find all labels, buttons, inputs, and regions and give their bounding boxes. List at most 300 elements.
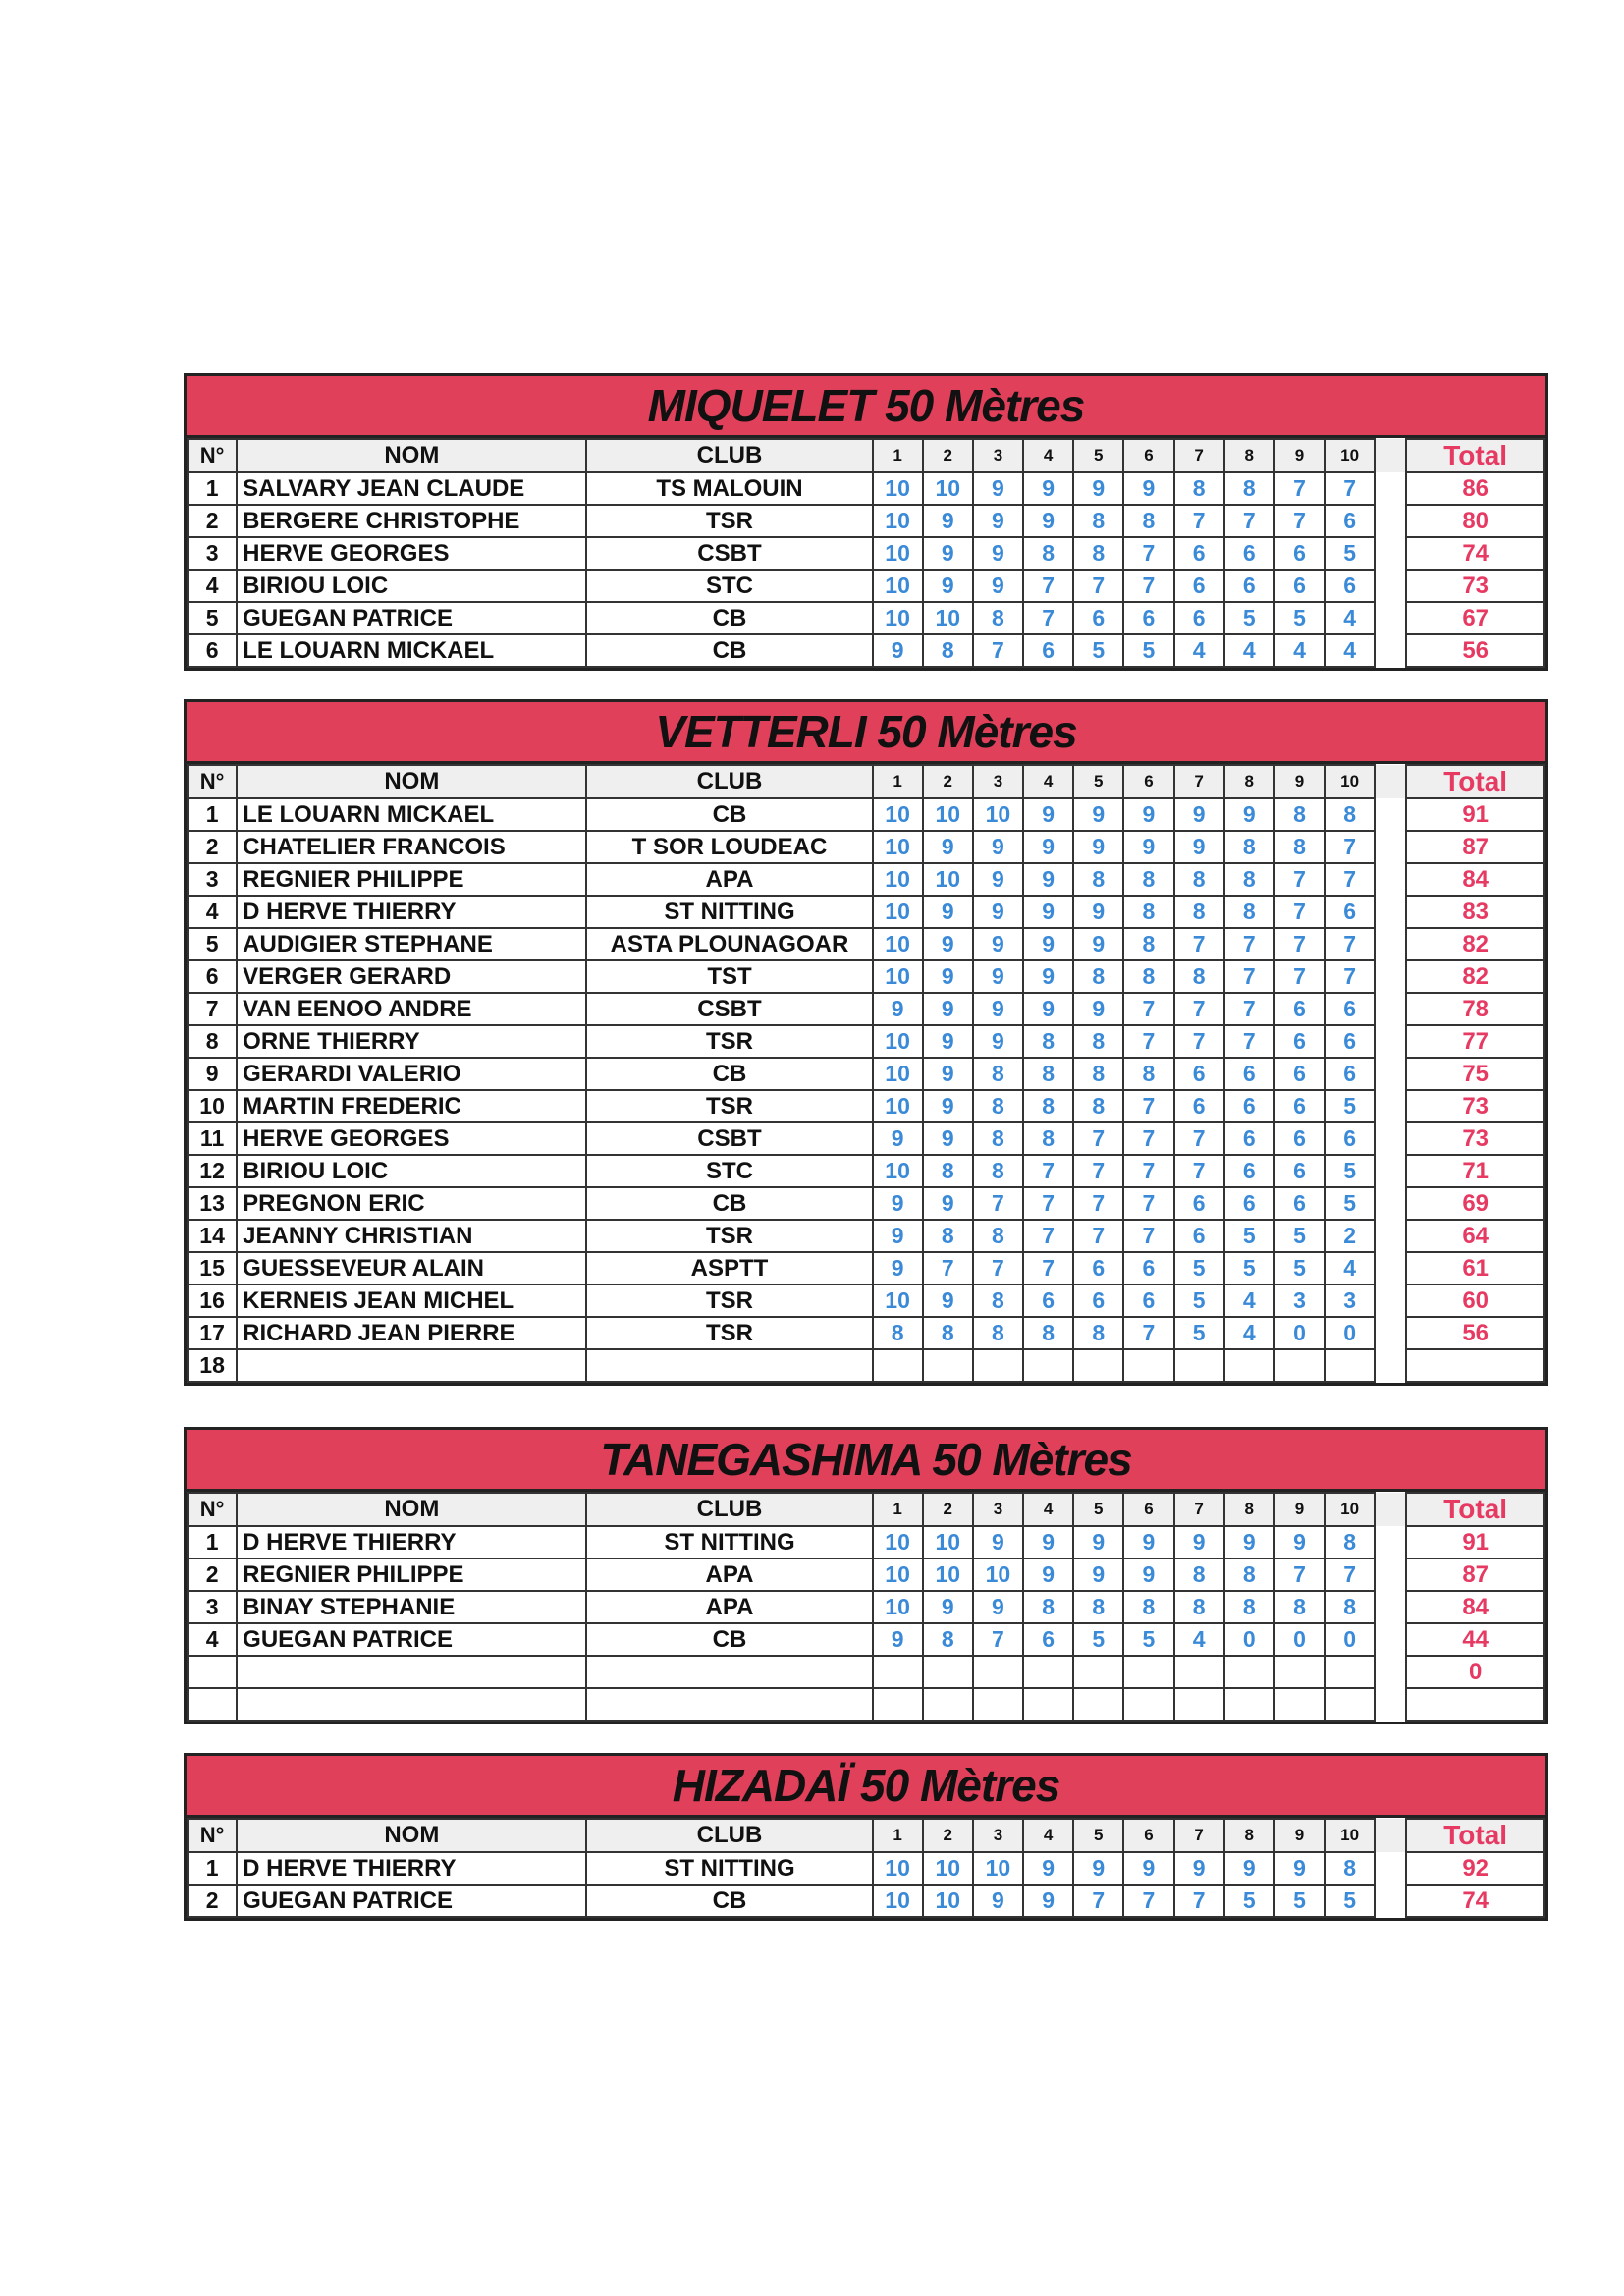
score-cell: 8 (1325, 1591, 1375, 1623)
score-cell: 5 (1224, 1252, 1274, 1285)
score-cell: 9 (1174, 1852, 1224, 1885)
club-cell: CB (586, 1885, 872, 1917)
header-club: CLUB (586, 1493, 872, 1526)
score-cell: 9 (1023, 1852, 1073, 1885)
score-cell: 8 (1023, 1591, 1073, 1623)
total-cell: 78 (1406, 993, 1544, 1025)
club-cell (586, 1349, 872, 1382)
table-row (188, 1025, 1544, 1058)
score-cell: 7 (1123, 1885, 1173, 1917)
score-cell: 9 (873, 1122, 923, 1155)
score-cell: 6 (1325, 505, 1375, 537)
header-row (188, 765, 1544, 798)
score-cell: 7 (973, 1187, 1023, 1220)
header-shot-7: 7 (1174, 765, 1224, 798)
gap-cell (1375, 634, 1406, 667)
gap-cell (1375, 993, 1406, 1025)
score-cell: 10 (873, 602, 923, 634)
name-cell: D HERVE THIERRY (237, 1852, 586, 1885)
total-cell: 77 (1406, 1025, 1544, 1058)
score-cell: 8 (1073, 1090, 1123, 1122)
score-cell: 8 (1123, 960, 1173, 993)
score-cell: 9 (973, 505, 1023, 537)
score-cell (1023, 1656, 1073, 1688)
rank-cell: 16 (188, 1285, 237, 1317)
total-cell: 56 (1406, 634, 1544, 667)
score-cell (1073, 1349, 1123, 1382)
score-cell: 8 (923, 1623, 973, 1656)
club-cell: TSR (586, 1317, 872, 1349)
score-cell: 4 (1325, 634, 1375, 667)
header-shot-1: 1 (873, 439, 923, 472)
gap-cell (1375, 1025, 1406, 1058)
header-gap (1375, 1493, 1406, 1526)
gap-cell (1375, 1526, 1406, 1558)
total-cell: 56 (1406, 1317, 1544, 1349)
rank-cell: 6 (188, 960, 237, 993)
score-cell (973, 1349, 1023, 1382)
header-shot-3: 3 (973, 765, 1023, 798)
header-shot-7: 7 (1174, 1819, 1224, 1852)
name-cell: HERVE GEORGES (237, 537, 586, 570)
score-cell: 8 (1023, 1058, 1073, 1090)
score-cell: 10 (923, 602, 973, 634)
table-row (188, 1122, 1544, 1155)
gap-cell (1375, 1122, 1406, 1155)
score-cell: 10 (873, 1155, 923, 1187)
score-cell: 5 (1274, 1252, 1325, 1285)
header-shot-3: 3 (973, 1819, 1023, 1852)
score-cell: 9 (923, 1058, 973, 1090)
score-cell: 7 (1023, 1252, 1073, 1285)
score-cell: 10 (873, 1852, 923, 1885)
score-cell: 10 (873, 1526, 923, 1558)
total-cell: 61 (1406, 1252, 1544, 1285)
score-cell: 5 (1325, 1090, 1375, 1122)
score-cell: 9 (923, 1025, 973, 1058)
club-cell: ST NITTING (586, 896, 872, 928)
score-cell: 9 (1023, 472, 1073, 505)
rank-cell: 2 (188, 1885, 237, 1917)
gap-cell (1375, 472, 1406, 505)
score-cell: 7 (1274, 863, 1325, 896)
score-cell: 7 (1123, 1122, 1173, 1155)
name-cell: BINAY STEPHANIE (237, 1591, 586, 1623)
header-club: CLUB (586, 439, 872, 472)
score-cell: 7 (1023, 1155, 1073, 1187)
total-cell: 86 (1406, 472, 1544, 505)
score-cell: 9 (973, 1526, 1023, 1558)
header-name: NOM (237, 765, 586, 798)
rank-cell: 1 (188, 798, 237, 831)
score-cell: 4 (1224, 1317, 1274, 1349)
total-cell: 91 (1406, 1526, 1544, 1558)
score-cell: 8 (1174, 1591, 1224, 1623)
score-cell: 2 (1325, 1220, 1375, 1252)
header-shot-10: 10 (1325, 1493, 1375, 1526)
total-cell: 60 (1406, 1285, 1544, 1317)
score-cell: 9 (923, 960, 973, 993)
table-row (188, 1623, 1544, 1656)
score-cell: 7 (1073, 1155, 1123, 1187)
score-cell: 7 (1123, 1025, 1173, 1058)
total-cell: 73 (1406, 1122, 1544, 1155)
header-shot-8: 8 (1224, 1493, 1274, 1526)
name-cell: SALVARY JEAN CLAUDE (237, 472, 586, 505)
header-shot-5: 5 (1073, 1493, 1123, 1526)
score-cell: 9 (1224, 1852, 1274, 1885)
club-cell: TSR (586, 1025, 872, 1058)
total-cell: 92 (1406, 1852, 1544, 1885)
score-cell: 7 (1174, 993, 1224, 1025)
name-cell: GUEGAN PATRICE (237, 1623, 586, 1656)
score-cell: 8 (873, 1317, 923, 1349)
score-cell: 8 (1123, 896, 1173, 928)
header-shot-2: 2 (923, 439, 973, 472)
table-row (188, 537, 1544, 570)
score-cell: 9 (873, 1623, 923, 1656)
club-cell: CB (586, 1187, 872, 1220)
score-cell: 4 (1174, 1623, 1224, 1656)
score-cell: 10 (873, 1025, 923, 1058)
score-cell: 5 (1174, 1317, 1224, 1349)
sheet-miquelet (184, 373, 1548, 671)
score-cell: 10 (923, 1852, 973, 1885)
score-cell: 8 (1274, 798, 1325, 831)
score-cell: 10 (923, 798, 973, 831)
sheet-hizadai (184, 1753, 1548, 1921)
rank-cell: 13 (188, 1187, 237, 1220)
score-cell: 9 (1274, 1852, 1325, 1885)
gap-cell (1375, 570, 1406, 602)
score-cell: 8 (1073, 505, 1123, 537)
score-cell: 9 (1023, 1885, 1073, 1917)
score-cell: 6 (1224, 1187, 1274, 1220)
total-cell: 87 (1406, 1558, 1544, 1591)
score-cell: 6 (1274, 1187, 1325, 1220)
score-cell: 8 (973, 1317, 1023, 1349)
score-cell: 7 (1325, 928, 1375, 960)
score-cell: 8 (973, 1090, 1023, 1122)
name-cell: CHATELIER FRANCOIS (237, 831, 586, 863)
club-cell: APA (586, 1591, 872, 1623)
score-cell: 6 (1174, 537, 1224, 570)
score-cell: 7 (1174, 1122, 1224, 1155)
table-row (188, 1220, 1544, 1252)
total-cell: 87 (1406, 831, 1544, 863)
score-cell: 8 (1325, 1852, 1375, 1885)
name-cell: HERVE GEORGES (237, 1122, 586, 1155)
score-cell: 10 (873, 472, 923, 505)
score-cell: 10 (873, 1090, 923, 1122)
score-cell: 9 (1073, 831, 1123, 863)
score-cell: 8 (1174, 960, 1224, 993)
name-cell: KERNEIS JEAN MICHEL (237, 1285, 586, 1317)
name-cell: LE LOUARN MICKAEL (237, 634, 586, 667)
sheet-tanegashima (184, 1427, 1548, 1724)
score-cell: 8 (1274, 1591, 1325, 1623)
score-cell (923, 1349, 973, 1382)
table-row (188, 1558, 1544, 1591)
score-cell: 7 (1174, 928, 1224, 960)
club-cell: ST NITTING (586, 1852, 872, 1885)
rank-cell: 7 (188, 993, 237, 1025)
rank-cell: 11 (188, 1122, 237, 1155)
score-cell: 6 (1274, 993, 1325, 1025)
table-row (188, 831, 1544, 863)
rank-cell: 2 (188, 1558, 237, 1591)
header-shot-2: 2 (923, 1819, 973, 1852)
club-cell: CB (586, 1058, 872, 1090)
table-row (188, 1155, 1544, 1187)
results-table (187, 1492, 1545, 1722)
gap-cell (1375, 896, 1406, 928)
header-shot-1: 1 (873, 765, 923, 798)
score-cell: 9 (1023, 960, 1073, 993)
rank-cell: 1 (188, 1526, 237, 1558)
score-cell: 7 (1023, 570, 1073, 602)
score-cell: 9 (1073, 1526, 1123, 1558)
total-cell: 44 (1406, 1623, 1544, 1656)
score-cell: 6 (1073, 602, 1123, 634)
rank-cell: 15 (188, 1252, 237, 1285)
header-total: Total (1406, 1819, 1544, 1852)
score-cell: 7 (1123, 1187, 1173, 1220)
score-cell: 8 (1325, 798, 1375, 831)
score-cell: 8 (1174, 896, 1224, 928)
score-cell: 9 (1023, 831, 1073, 863)
header-club: CLUB (586, 765, 872, 798)
score-cell: 9 (1274, 1526, 1325, 1558)
score-cell (1274, 1656, 1325, 1688)
score-cell: 7 (1325, 1558, 1375, 1591)
table-row (188, 863, 1544, 896)
score-cell: 6 (1274, 1058, 1325, 1090)
score-cell: 8 (1073, 863, 1123, 896)
score-cell: 4 (1224, 1285, 1274, 1317)
score-cell (1274, 1349, 1325, 1382)
results-table (187, 438, 1545, 668)
table-row (188, 1090, 1544, 1122)
score-cell: 7 (1123, 1317, 1173, 1349)
table-row (188, 602, 1544, 634)
score-cell: 5 (1174, 1252, 1224, 1285)
score-cell: 4 (1174, 634, 1224, 667)
score-cell: 7 (1073, 570, 1123, 602)
score-cell (1224, 1349, 1274, 1382)
score-cell: 6 (1274, 570, 1325, 602)
table-row (188, 634, 1544, 667)
name-cell: BIRIOU LOIC (237, 1155, 586, 1187)
score-cell: 9 (1123, 1852, 1173, 1885)
score-cell: 9 (923, 896, 973, 928)
header-shot-4: 4 (1023, 439, 1073, 472)
rank-cell: 3 (188, 863, 237, 896)
total-cell: 73 (1406, 1090, 1544, 1122)
score-cell: 9 (973, 537, 1023, 570)
score-cell: 7 (1174, 1885, 1224, 1917)
score-cell: 8 (1224, 831, 1274, 863)
score-cell: 5 (1325, 1187, 1375, 1220)
score-cell: 9 (1174, 831, 1224, 863)
name-cell (237, 1349, 586, 1382)
score-cell: 8 (1123, 928, 1173, 960)
header-gap (1375, 765, 1406, 798)
header-shot-1: 1 (873, 1493, 923, 1526)
gap-cell (1375, 1558, 1406, 1591)
name-cell: VAN EENOO ANDRE (237, 993, 586, 1025)
score-cell: 6 (1174, 1187, 1224, 1220)
header-shot-2: 2 (923, 1493, 973, 1526)
gap-cell (1375, 602, 1406, 634)
score-cell: 6 (1123, 602, 1173, 634)
name-cell (237, 1688, 586, 1721)
score-cell: 8 (1023, 1317, 1073, 1349)
score-cell: 10 (873, 1285, 923, 1317)
gap-cell (1375, 537, 1406, 570)
score-cell: 6 (1224, 537, 1274, 570)
club-cell: STC (586, 570, 872, 602)
score-cell: 9 (1123, 1526, 1173, 1558)
name-cell: LE LOUARN MICKAEL (237, 798, 586, 831)
score-cell: 9 (1123, 1558, 1173, 1591)
club-cell: ASTA PLOUNAGOAR (586, 928, 872, 960)
total-cell: 73 (1406, 570, 1544, 602)
score-cell: 6 (1174, 1058, 1224, 1090)
total-cell: 84 (1406, 1591, 1544, 1623)
header-shot-4: 4 (1023, 1819, 1073, 1852)
score-cell: 9 (1023, 993, 1073, 1025)
score-cell: 9 (873, 1220, 923, 1252)
score-cell: 0 (1325, 1317, 1375, 1349)
score-cell: 9 (873, 634, 923, 667)
club-cell (586, 1656, 872, 1688)
score-cell: 6 (1325, 896, 1375, 928)
score-cell: 8 (1073, 537, 1123, 570)
score-cell: 4 (1325, 602, 1375, 634)
score-cell: 9 (923, 537, 973, 570)
score-cell: 6 (1325, 1122, 1375, 1155)
total-cell: 83 (1406, 896, 1544, 928)
score-cell: 6 (1224, 1058, 1274, 1090)
score-cell: 8 (973, 1220, 1023, 1252)
score-cell: 7 (1123, 993, 1173, 1025)
score-cell: 9 (1023, 863, 1073, 896)
score-cell: 8 (1224, 863, 1274, 896)
rank-cell: 1 (188, 1852, 237, 1885)
table-row (188, 993, 1544, 1025)
name-cell: ORNE THIERRY (237, 1025, 586, 1058)
rank-cell: 6 (188, 634, 237, 667)
score-cell: 7 (1224, 960, 1274, 993)
score-cell: 9 (923, 505, 973, 537)
score-cell (873, 1656, 923, 1688)
score-cell: 8 (1123, 863, 1173, 896)
total-cell (1406, 1349, 1544, 1382)
rank-cell: 9 (188, 1058, 237, 1090)
gap-cell (1375, 831, 1406, 863)
score-cell: 9 (1123, 472, 1173, 505)
header-total: Total (1406, 439, 1544, 472)
score-cell: 9 (1073, 472, 1123, 505)
score-cell (1325, 1656, 1375, 1688)
header-row (188, 1819, 1544, 1852)
gap-cell (1375, 928, 1406, 960)
rank-cell: 4 (188, 896, 237, 928)
club-cell: T SOR LOUDEAC (586, 831, 872, 863)
score-cell: 8 (1023, 1122, 1073, 1155)
club-cell: CB (586, 1623, 872, 1656)
score-cell: 7 (1224, 928, 1274, 960)
score-cell: 6 (1123, 1285, 1173, 1317)
score-cell: 7 (1274, 505, 1325, 537)
score-cell (1123, 1349, 1173, 1382)
score-cell: 10 (973, 798, 1023, 831)
score-cell: 5 (1123, 634, 1173, 667)
score-cell: 4 (1325, 1252, 1375, 1285)
score-cell: 10 (873, 537, 923, 570)
score-cell: 7 (1274, 928, 1325, 960)
score-cell: 6 (1274, 1122, 1325, 1155)
score-cell: 9 (1174, 798, 1224, 831)
score-cell: 8 (1274, 831, 1325, 863)
score-cell: 4 (1224, 634, 1274, 667)
score-cell (1023, 1349, 1073, 1382)
score-cell: 5 (1325, 1885, 1375, 1917)
rank-cell: 8 (188, 1025, 237, 1058)
name-cell: BIRIOU LOIC (237, 570, 586, 602)
score-cell: 9 (973, 1591, 1023, 1623)
rank-cell: 12 (188, 1155, 237, 1187)
score-cell: 8 (923, 1317, 973, 1349)
score-cell: 9 (973, 1025, 1023, 1058)
rank-cell: 1 (188, 472, 237, 505)
table-row (188, 472, 1544, 505)
score-cell: 7 (1123, 1155, 1173, 1187)
score-cell: 10 (873, 1058, 923, 1090)
gap-cell (1375, 798, 1406, 831)
score-cell: 7 (1174, 505, 1224, 537)
score-cell: 10 (873, 1558, 923, 1591)
header-shot-5: 5 (1073, 439, 1123, 472)
score-cell: 8 (1123, 505, 1173, 537)
score-cell (873, 1349, 923, 1382)
score-cell: 6 (1174, 602, 1224, 634)
score-cell: 7 (1073, 1122, 1123, 1155)
header-name: NOM (237, 1819, 586, 1852)
score-cell: 8 (1123, 1591, 1173, 1623)
name-cell: BERGERE CHRISTOPHE (237, 505, 586, 537)
name-cell: D HERVE THIERRY (237, 896, 586, 928)
table-row (188, 1349, 1544, 1382)
header-shot-7: 7 (1174, 1493, 1224, 1526)
score-cell: 9 (1023, 1558, 1073, 1591)
club-cell: CSBT (586, 537, 872, 570)
header-shot-6: 6 (1123, 1493, 1173, 1526)
header-shot-10: 10 (1325, 1819, 1375, 1852)
total-cell: 74 (1406, 537, 1544, 570)
header-shot-10: 10 (1325, 765, 1375, 798)
score-cell: 5 (1224, 1885, 1274, 1917)
name-cell: VERGER GERARD (237, 960, 586, 993)
name-cell: RICHARD JEAN PIERRE (237, 1317, 586, 1349)
rank-cell: 4 (188, 1623, 237, 1656)
header-club: CLUB (586, 1819, 872, 1852)
club-cell: TST (586, 960, 872, 993)
header-shot-3: 3 (973, 1493, 1023, 1526)
score-cell: 8 (1224, 472, 1274, 505)
table-title: HIZADAÏ 50 Mètres (187, 1756, 1545, 1818)
